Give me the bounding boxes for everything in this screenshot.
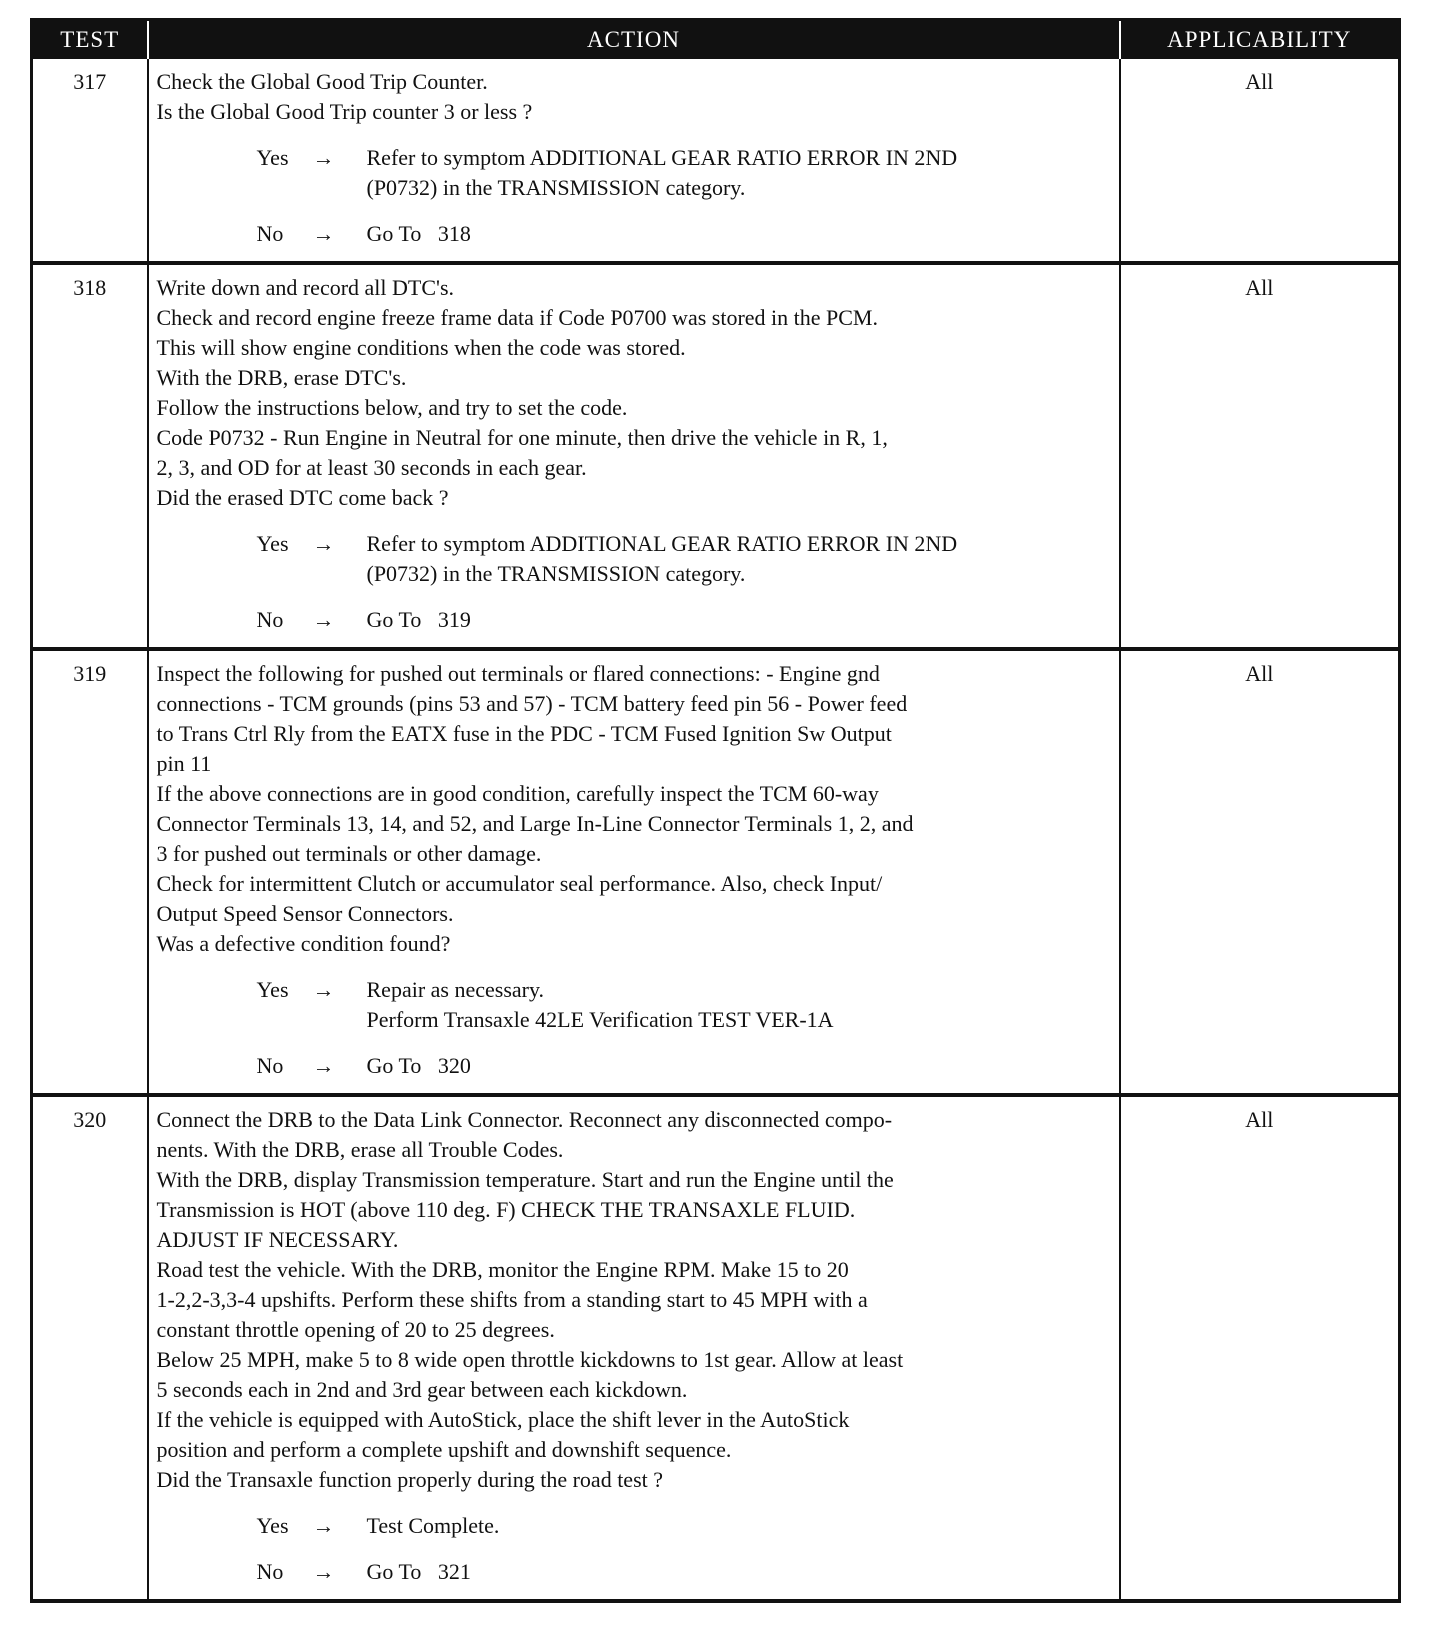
test-number: 317	[32, 59, 148, 263]
table-body	[32, 59, 1400, 1601]
applicability-value: All	[1245, 1107, 1274, 1132]
yes-instruction-line: Repair as necessary.	[366, 977, 545, 1002]
no-label: No	[256, 607, 284, 632]
yes-label: Yes	[256, 977, 289, 1002]
test-number: 320	[32, 1095, 148, 1601]
instruction-line: Inspect the following for pushed out terminals or flared connections: - Engine gnd	[156, 661, 880, 686]
action-cell	[148, 1095, 1120, 1601]
instruction-line: Follow the instructions below, and try to set the code.	[156, 395, 628, 420]
right-arrow-icon: →	[312, 977, 335, 1002]
instruction-line: pin 11	[156, 751, 212, 776]
instruction-line: ADJUST IF NECESSARY.	[156, 1227, 399, 1252]
instruction-line: Output Speed Sensor Connectors.	[156, 901, 454, 926]
instruction-line: This will show engine conditions when the code was stored.	[156, 335, 686, 360]
no-instruction: Go To 320	[366, 1053, 471, 1078]
yes-label: Yes	[256, 531, 289, 556]
no-label: No	[256, 221, 284, 246]
instruction-line: 3 for pushed out terminals or other damage.	[156, 841, 542, 866]
action-cell	[148, 649, 1120, 1095]
action-cell	[148, 59, 1120, 263]
right-arrow-icon: →	[312, 221, 335, 246]
action-cell	[148, 263, 1120, 649]
instruction-line: connections - TCM grounds (pins 53 and 57) - TCM battery feed pin 56 - Power feed	[156, 691, 908, 716]
yes-instruction-line: (P0732) in the TRANSMISSION category.	[366, 561, 746, 586]
instruction-line: Connect the DRB to the Data Link Connector. Reconnect any disconnected compo-	[156, 1107, 893, 1132]
yes-instruction-line: Perform Transaxle 42LE Verification TEST VER-1A	[366, 1007, 834, 1032]
instruction-line: 5 seconds each in 2nd and 3rd gear between each kickdown.	[156, 1377, 688, 1402]
applicability-value: All	[1245, 69, 1274, 94]
instruction-line: If the vehicle is equipped with AutoStick, place the shift lever in the AutoStick	[156, 1407, 850, 1432]
no-instruction: Go To 318	[366, 221, 471, 246]
yes-instruction-line: Refer to symptom ADDITIONAL GEAR RATIO ERROR IN 2ND	[366, 145, 958, 170]
instruction-line: Did the Transaxle function properly during the road test ?	[156, 1467, 664, 1492]
instruction-line: With the DRB, erase DTC's.	[156, 365, 407, 390]
right-arrow-icon: →	[312, 1559, 335, 1584]
yes-instruction-line: (P0732) in the TRANSMISSION category.	[366, 175, 746, 200]
instruction-line: nents. With the DRB, erase all Trouble Codes.	[156, 1137, 564, 1162]
table-row	[32, 59, 1400, 263]
instruction-line: Below 25 MPH, make 5 to 8 wide open throttle kickdowns to 1st gear. Allow at least	[156, 1347, 904, 1372]
yes-label: Yes	[256, 1513, 289, 1538]
instruction-line: Check and record engine freeze frame data if Code P0700 was stored in the PCM.	[156, 305, 878, 330]
header-action: ACTION	[148, 20, 1120, 60]
instruction-line: With the DRB, display Transmission temperature. Start and run the Engine until the	[156, 1167, 894, 1192]
test-number: 319	[32, 649, 148, 1095]
instruction-line: Road test the vehicle. With the DRB, monitor the Engine RPM. Make 15 to 20	[156, 1257, 849, 1282]
yes-instruction	[367, 975, 1111, 1035]
header-applicability: APPLICABILITY	[1120, 20, 1400, 60]
yes-result	[157, 529, 1111, 589]
instruction-line: Connector Terminals 13, 14, and 52, and Large In-Line Connector Terminals 1, 2, and	[156, 811, 914, 836]
instruction-line: position and perform a complete upshift and downshift sequence.	[156, 1437, 732, 1462]
yes-result	[157, 143, 1111, 203]
yes-instruction	[367, 143, 1111, 203]
yes-label: Yes	[256, 145, 289, 170]
no-label: No	[256, 1053, 284, 1078]
no-instruction: Go To 321	[366, 1559, 471, 1584]
yes-result	[157, 975, 1111, 1035]
instruction-line: Is the Global Good Trip counter 3 or less ?	[156, 99, 533, 124]
instruction-line: to Trans Ctrl Rly from the EATX fuse in the PDC - TCM Fused Ignition Sw Output	[156, 721, 892, 746]
yes-result	[157, 1511, 1111, 1541]
header-test: TEST	[32, 20, 148, 60]
instruction-line: Write down and record all DTC's.	[156, 275, 455, 300]
table-row	[32, 1095, 1400, 1601]
no-label: No	[256, 1559, 284, 1584]
instruction-line: 1-2,2-3,3-4 upshifts. Perform these shifts from a standing start to 45 MPH with a	[156, 1287, 868, 1312]
no-result	[157, 605, 1111, 635]
right-arrow-icon: →	[312, 607, 335, 632]
yes-instruction	[367, 529, 1111, 589]
diagnostic-procedure-sheet	[30, 18, 1398, 1603]
instruction-line: Was a defective condition found?	[156, 931, 451, 956]
yes-instruction-line: Refer to symptom ADDITIONAL GEAR RATIO ERROR IN 2ND	[366, 531, 958, 556]
instruction-line: constant throttle opening of 20 to 25 degrees.	[156, 1317, 555, 1342]
yes-instruction-line: Test Complete.	[366, 1513, 500, 1538]
no-instruction: Go To 319	[366, 607, 471, 632]
table-row	[32, 263, 1400, 649]
table-row	[32, 649, 1400, 1095]
instruction-line: 2, 3, and OD for at least 30 seconds in each gear.	[156, 455, 587, 480]
right-arrow-icon: →	[312, 1053, 335, 1078]
no-result	[157, 219, 1111, 249]
right-arrow-icon: →	[312, 531, 335, 556]
no-result	[157, 1051, 1111, 1081]
applicability-value: All	[1245, 661, 1274, 686]
table-header-row	[32, 20, 1400, 60]
instruction-line: Transmission is HOT (above 110 deg. F) CHECK THE TRANSAXLE FLUID.	[156, 1197, 856, 1222]
no-result	[157, 1557, 1111, 1587]
yes-instruction	[367, 1511, 1111, 1541]
instruction-line: Code P0732 - Run Engine in Neutral for one minute, then drive the vehicle in R, 1,	[156, 425, 888, 450]
instruction-line: If the above connections are in good condition, carefully inspect the TCM 60-way	[156, 781, 879, 806]
instruction-line: Check for intermittent Clutch or accumulator seal performance. Also, check Input/	[156, 871, 883, 896]
test-number: 318	[32, 263, 148, 649]
instruction-line: Did the erased DTC come back ?	[156, 485, 449, 510]
right-arrow-icon: →	[312, 1513, 335, 1538]
diagnostic-test-table	[30, 18, 1401, 1603]
applicability-value: All	[1245, 275, 1274, 300]
instruction-line: Check the Global Good Trip Counter.	[156, 69, 488, 94]
right-arrow-icon: →	[312, 145, 335, 170]
